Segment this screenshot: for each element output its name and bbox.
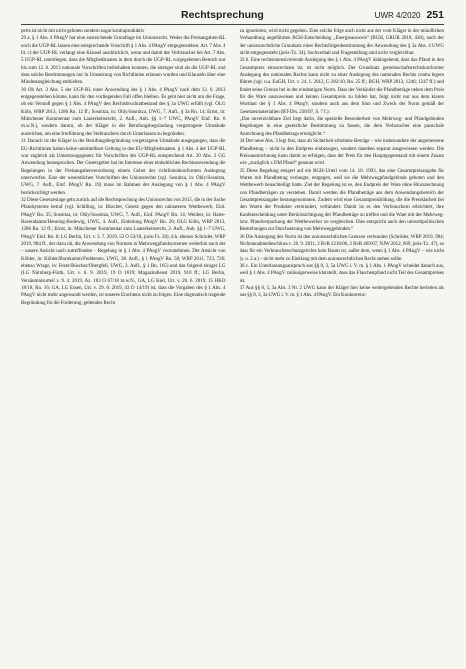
header-right bbox=[375, 9, 444, 21]
paragraph: 33 b. Eine rechtsintensivierende Auslegung des § 1 Abs. 4 PAngV dahingehend, dass das Pfand in den Gesamtpreis einzurechnen ist, ist nicht möglich. Der Grundsatz gemeinschaftsrechtskonformer Auslegung des nationalen Rechts kann nicht zu einer Auslegung des nationalen Rechts contra legem führen (vgl. u.a. EuGH, Urt. v. 24. 1. 2012, C-282/10, Rn. 25 ff.; BGH, WRP 2013, 1246; 1247 ff.) und findet seine Grenze bei in der eindeutigen Norm. Dass der Verkäufer die Pfandbeträge neben dem Preis für die Ware auszuweisen und keinen Gesamtpreis zu bilden hat, folgt nicht nur aus dem klaren Wortlaut der § 1 Abs. 4 PAngV, sondern auch aus dem Sinn und Zweck der Norm gemäß der Gesetzesmaterialien (BT-Drs. 238/97, S. 7 f.): bbox=[239, 57, 444, 115]
journal-issue: UWR 4/2020 bbox=[374, 10, 421, 20]
paragraph: zu ignorieren, wird nicht gegeben. Eine solche folge auch nicht aus der vom Kläger in der mündlichen Verhandlung angeführten BGH-Entscheidung „Energieausweis“ (BGH, GRUR 2018, 438), nach der der unionsrechtliche Grundsatz einer Rechtsfolgenbestimmung der Anwendung des § 3a Abs. 4 UWG nicht entgegensteht (juris-Tz. 34), Sachverhalt und Fragestellung sind nicht vergleichbar. bbox=[239, 28, 444, 57]
left-column bbox=[21, 28, 226, 663]
paragraph: 36 Die Auslegung der Norm ist den unionsrechtlichen Grenzen verbunden (Schröder, WRP 2019, 984; Nichtannahmebeschluss v. 26. 9. 2011, 2 BvR 2216/06, 2 BvR 469/07, NJW 2012, 669, juris-Tz. 47), so dass für ein Verbraucherschutzgerichts kein Raum ist, außer dem, wenn § 1 Abs. 4 PAngV – wie nicht (s. o. 2.a.) – nicht mehr zu Einklang mit dem unionsrechtlichen Recht stehen sollte. bbox=[239, 233, 444, 262]
paragraph: 35 Diese Regelung steigert auf ein BGH-Urteil vom 14. 10. 1993, das eine Gesamtpreisangabe für Waren mit Pfandbetrag verlangte, entgegen, weil sie die Mehrwegpfandgebinde geboten und den Wettbewerb benachteiligt hatte. Ziel der Regelung ist es, den Endpreis der Ware ohne Hinzurechnung von Pfandbeträgen zu verstehen. Damit werden die Pfandbeträge aus dem Anwendungsbereich der Gesamtpreisangabe herausgenommen. Zudem wird eine Gesamtpreisbildung, die die Preisklarheit bei den Waren der Produkte vermindert, verhindert. Damit ist es den Verbrauchern erleichtert, ihre Kaufentscheidung unter Berücksichtigung der Pfandbeträge zu treffen und die Ware mit der Mehrweg- bzw. Pfandverpackung der Wettbewerber zu vergleichen. Dies entspricht auch den umweltpolitischen Bestrebungen zur Durchsetzung von Mehrweggebinden.“ bbox=[239, 167, 444, 233]
right-column bbox=[240, 28, 445, 663]
paragraph: 37 Aus §§ 8, 3, 3a Abs. 3 Nr. 2 UWG kann der Kläger hier keine weitergehenden Rechte herleiten als aus §§ 8, 3, 3a UWG i. V. m. § 1 Abs. 4 PAngV. Ein Konkurrenz- bbox=[239, 285, 444, 299]
paragraph: 34 Der neue Abs. 3 legt fest, dass ab Sicherheit erhobene Beträge – wie insbesondere der angemessene Pfandbetrag – nicht in den Endpreis einbezogen, sondern daneben separat ausgewiesen werden. Die Preisauszeichnung kann damit so erfolgen, dass der Preis für den Hauptgegenstand mit einem Zusatz wie „zuzüglich x DM Pfand“ genannt wird. bbox=[239, 138, 444, 167]
paragraph: perts ist nicht mit nicht geboten sondern sogar kontraproduktiv bbox=[21, 28, 145, 34]
paragraph: 29 a. § 1 Abs. 4 PAngV hat eine ausreichende Grundlage im Unionsrecht. Weder die Preisangaben-RL noch die UGP-RL lassen eine entsprechende Vorschrift § 1 Abs. 4 PAngV entgegenstehen. Art. 7 Abs. 4 lit. c) der UGP-RL verlangt eine Klausel ausdrücklich, wenn und damit der Verbraucher bei Art. 7 Abs. 5 UGP-RL unterliegen, dass die Mitgliedstaaten in dem durch die UGP-RL vorgegebenen Bereich nur bis zum 12. 6. 2013 nationale Vorschriften beibehalten konnten, die strenger sind als die UGP-RL und dass solche Bestimmungen nur in Umsetzung von Richtlinien erlassen wurden und Klauseln über eine Mindestangleichung enthielten. bbox=[21, 35, 226, 86]
page-number: 251 bbox=[426, 9, 444, 21]
text-columns bbox=[21, 28, 444, 663]
paragraph: „Das unverzichtbare Ziel liegt darin, die spezielle Besonderheit von Mehrweg- und Pfandgebinden Regelungen in eine gesetzliche Bestimmung zu fassen, die dem Verbraucher eine pauschale Anrechnung des Pfandbetrags ermöglicht.“ bbox=[239, 116, 444, 137]
page-header bbox=[21, 6, 444, 25]
paragraph: 32 Diese Gesetzeslage geht zurück auf die Rechtsprechung des Unionsrechts von 2015, die in der Sache Pfandsysteme betraf (vgl. Schilling, in: Büscher, Gesetz gegen den unlauteren Wettbewerb, Einl. PAngV Rn. 35; Sosnitza, in: Ohly/Sosnitza, UWG, 7. Aufl., Einf. PAngV Rn. 14; Weidert, in: Harte-Bavendamm/Henning-Bodewig, UWG, 4. Aufl., Einleitung PAngV Rn. 20; OLG Köln, WRP 2013, 1286 Rn. 12 ff.; Ernst, in: Münchener Kommentar zum Lauterkeitsrecht, 2. Aufl., Anh. §§ 1–7 UWG, PAngV Einf. Rn. 8; LG Berlin, Urt. v. 3. 7. 2019, 52 O 53/18, juris-Tz. 20), d.h. ebenso Schröder, WRP 2019, 984 ff., der dazu rät, die Anwendung von Normen in Mehrwegpfandsystemen weiterhin nach der – unsere Ansicht nach zutreffenden – Regelung in § 1 Abs. 4 PAngV vorzunehmen. Der Ansicht von Köhler, in: Köhler/Bornkamm/Feddersen, UWG, 38. Aufl., § 1 PAngV Rn. 58; WRP 2011, 723, 726; ebenso Wrage, in: Fezer/Büscher/Obergfell, UWG, 3. Aufl., § 1 Rn. 165) und das folgend einiger LG (LG Nürnberg-Fürth, Urt. v. 6. 9. 2019, 19 O 1619; Magazindienst 2019, 910 ff.; LG Berlin, Versäumnisurteil v. 9. 4. 2019, Az. 103 O 67/18 m.w.N., GA, LG Kiel, Urt. v. 26. 6. 2019, 15 HKO 18/18, Rn. 16; GA, LG Essen, Urt. v. 29. 8. 2019, 43 O 14/19) ist, dass die Vorgaben des § 1 Abs. 4 PAngV nicht mehr angewandt werden, ist unseres Erachtens nicht zu folgen. Eine dogmatisch tragende Begründung für die Forderung, geltendes Recht bbox=[21, 196, 226, 306]
paragraph: 30 Ob Art. 3 Abs. 5 der UGP-RL einer Anwendung des § 1 Abs. 4 PAngV nach dem 12. 6. 2013 entgegenstehen könnte, kann für den vorliegenden Fall offen bleiben. Es geht hier nicht um die Frage, ob ein Verstoß gegen § 1 Abs. 4 PAngV den Rechtsbruchtatbestand des § 3a UWG erfüllt (vgl. OLG Köln, WRP 2013, 1286 Rn. 12 ff.; Sosnitza, in: Ohly/Sosnitza, UWG, 7. Aufl., § 3a Rn. 14; Ernst, in: Münchener Kommentar zum Lauterkeitsrecht, 2. Aufl., Anh. §§ 1–7 UWG, PAngV Einf. Rn. 8 m.w.N.), sondern darum, ob der Kläger in der Berufungsbegründung vorgetragene Umstände ausreichen, um eine Irreführung des Verbrauchers durch Unterlassen zu begründen. bbox=[21, 86, 226, 137]
paragraph: 36 c. Ein Unterlassungsanspruch aus §§ 8, 3, 5a UWG i. V. m. § 1 Abs. 1 PAngV scheidet danach aus, weil § 1 Abs. 4 PAngV zulässigerweise klarstellt, dass das Flaschenpfand nicht Teil des Gesamtpreises ist. bbox=[239, 263, 444, 284]
section-title: Rechtsprechung bbox=[181, 9, 264, 21]
paragraph: 31 Danach ist der Kläger in der Berufungsbegründung vorgetragene Umstände ausgegangen, dass die EU-Richtlinien haben keine unmittelbare Geltung in den EU-Mitgliedstaaten. § 1 Abs. 4 der UGP-RL war zugleich als Umsetzungsgesetz für Vorschriften der UGP-RL entsprechend Art. 20 Abs. 2 GG Anwendung beanspruchen. Der Gesetzgeber hat im Interesse einer einheitlichen Rechtsanwendung die Regelungen in der Preisangabenverordnung einem Gebot der richtlinienkonformen Auslegung unterworfen. Eine der wesentlichen Vorschriften des Unionsrechts (vgl. Sosnitza, in: Ohly/Sosnitza, UWG, 7. Aufl., Einf. PAngV Rn. 19) muss im Rahmen der Auslegung von § 1 Abs. 4 PAngV berücksichtigt werden. bbox=[21, 138, 226, 196]
